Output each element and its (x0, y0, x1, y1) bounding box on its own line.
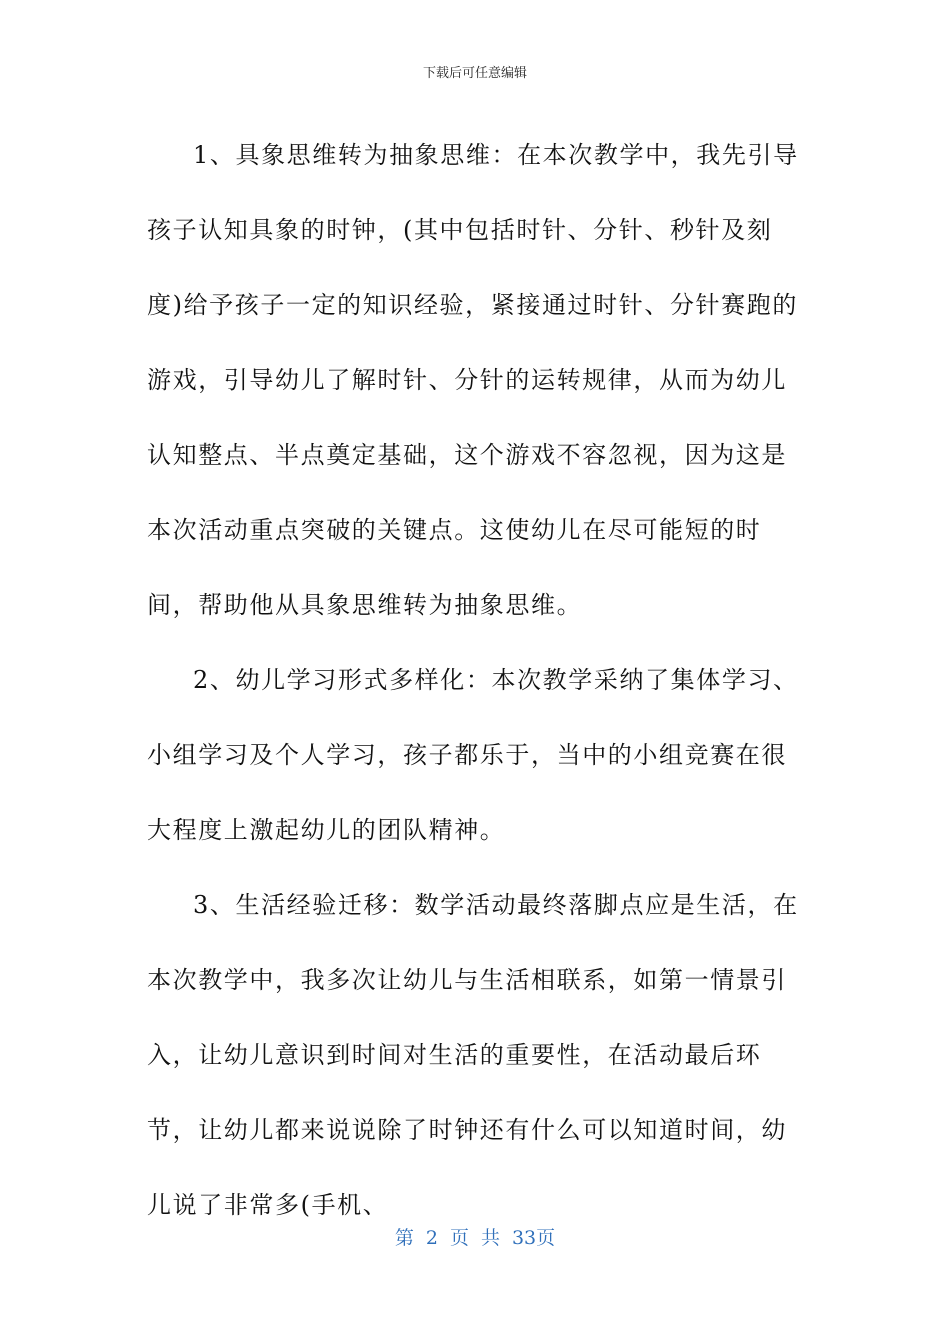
page-footer (0, 1226, 950, 1250)
footer-total-prefix: 共 (480, 1227, 500, 1249)
footer-page-unit: 页 (449, 1227, 469, 1249)
paragraph-2: 2、幼儿学习形式多样化：本次教学采纳了集体学习、小组学习及个人学习，孩子都乐于，当中的小组竞赛在很大程度上激起幼儿的团队精神。 (147, 666, 799, 844)
document-body (147, 118, 807, 1243)
footer-total-unit: 页 (536, 1227, 556, 1249)
footer-total-pages: 33 (511, 1227, 537, 1249)
footer-current-page: 2 (425, 1227, 438, 1249)
page-header: 下载后可任意编辑 (422, 66, 527, 81)
paragraph-3: 3、生活经验迁移：数学活动最终落脚点应是生活，在本次教学中，我多次让幼儿与生活相联系，如第一情景引入，让幼儿意识到时间对生活的重要性，在活动最后环节，让幼儿都来说说除了时钟还有什么可以知道时间，幼儿说了非常多(手机、 (147, 891, 799, 1219)
paragraph-1: 1、具象思维转为抽象思维：在本次教学中，我先引导孩子认知具象的时钟，(其中包括时针、分针、秒针及刻度)给予孩子一定的知识经验，紧接通过时针、分针赛跑的游戏，引导幼儿了解时针、分针的运转规律，从而为幼儿认知整点、半点奠定基础，这个游戏不容忽视，因为这是本次活动重点突破的关键点。这使幼儿在尽可能短的时间，帮助他从具象思维转为抽象思维。 (147, 141, 799, 619)
footer-prefix: 第 (394, 1227, 414, 1249)
